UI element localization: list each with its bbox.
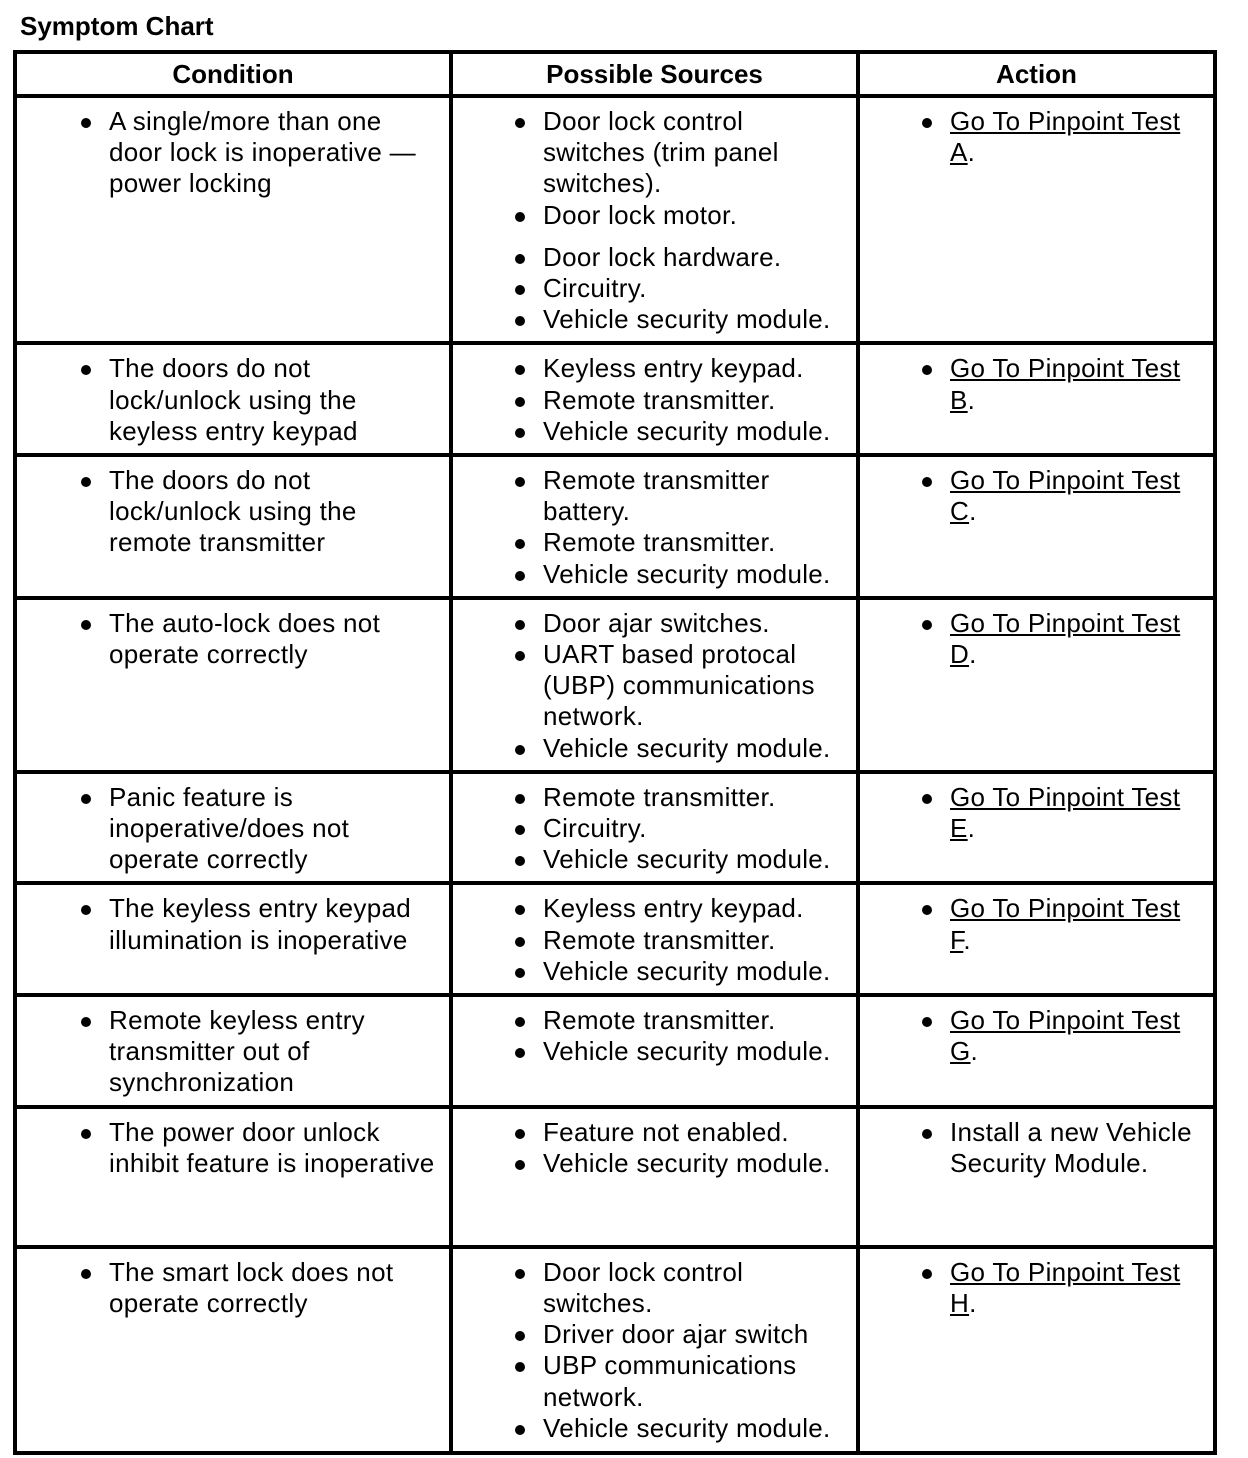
action-period: .: [969, 1287, 977, 1318]
action-cell: [858, 772, 1215, 884]
action-period: .: [967, 137, 976, 168]
condition-text: The auto-lock does not operate correctly: [109, 608, 441, 670]
action-cell: [858, 598, 1215, 772]
action-period: .: [969, 496, 977, 527]
source-item: Vehicle security module.: [543, 304, 848, 335]
table-row: [15, 995, 1215, 1107]
source-item: UBP communications network.: [543, 1350, 848, 1412]
source-item: Circuitry.: [543, 813, 848, 844]
action-item: [950, 893, 1205, 955]
condition-text: The power door unlock inhibit feature is inoperative: [109, 1117, 441, 1179]
condition-cell: [15, 96, 451, 343]
condition-cell: [15, 883, 451, 995]
table-row: [15, 455, 1215, 598]
source-item: Vehicle security module.: [543, 1036, 848, 1067]
source-item: Keyless entry keypad.: [543, 893, 848, 924]
sources-cell: [451, 995, 858, 1107]
condition-text: The keyless entry keypad illumination is inoperative: [109, 893, 441, 955]
pinpoint-test-d-link[interactable]: Go To Pinpoint Test D: [950, 607, 1181, 670]
source-item: Vehicle security module.: [543, 844, 848, 875]
action-cell: [858, 995, 1215, 1107]
action-cell: [858, 1247, 1215, 1453]
source-item: Driver door ajar switch: [543, 1319, 848, 1350]
source-item: Door lock control switches.: [543, 1257, 848, 1319]
action-period: .: [970, 1036, 979, 1067]
condition-text: The doors do not lock/unlock using the remote transmitter: [109, 465, 441, 559]
source-item: Vehicle security module.: [543, 416, 848, 447]
condition-text: Remote keyless entry transmitter out of synchronization: [109, 1005, 441, 1099]
pinpoint-test-h-link[interactable]: Go To Pinpoint Test H: [950, 1256, 1181, 1318]
chart-title: Symptom Chart: [20, 11, 214, 41]
pinpoint-test-g-link[interactable]: Go To Pinpoint Test G: [950, 1005, 1181, 1067]
source-item: Remote transmitter.: [543, 925, 848, 956]
action-item: [950, 1005, 1205, 1067]
sources-cell: [451, 96, 858, 343]
sources-cell: [451, 455, 858, 598]
sources-cell: [451, 883, 858, 995]
source-item: Remote transmitter battery.: [543, 465, 848, 527]
pinpoint-test-a-link[interactable]: Go To Pinpoint Test A: [950, 106, 1181, 168]
pinpoint-test-f-link[interactable]: Go To Pinpoint Test F: [950, 893, 1181, 955]
action-period: .: [969, 639, 977, 670]
action-cell: [858, 455, 1215, 598]
sources-cell: [451, 1247, 858, 1453]
condition-cell: [15, 598, 451, 772]
action-period: .: [967, 813, 976, 844]
action-cell: [858, 1107, 1215, 1247]
action-cell: [858, 96, 1215, 343]
source-item: UART based protocal (UBP) communications network.: [543, 639, 848, 733]
sources-cell: [451, 1107, 858, 1247]
action-item: [950, 465, 1205, 527]
pinpoint-test-e-link[interactable]: Go To Pinpoint Test E: [950, 781, 1181, 844]
sources-cell: [451, 343, 858, 455]
table-row: [15, 1247, 1215, 1453]
source-item: Vehicle security module.: [543, 733, 848, 764]
condition-text: The doors do not lock/unlock using the keyless entry keypad: [109, 353, 441, 447]
source-item: Door ajar switches.: [543, 608, 848, 639]
condition-text: A single/more than one door lock is inoperative — power locking: [109, 106, 441, 200]
source-item: Door lock control switches (trim panel switches).: [543, 106, 848, 200]
source-item: Keyless entry keypad.: [543, 353, 848, 384]
table-row: [15, 1107, 1215, 1247]
condition-cell: [15, 1247, 451, 1453]
source-item: Vehicle security module.: [543, 559, 848, 590]
action-item: [950, 782, 1205, 844]
source-item: Remote transmitter.: [543, 385, 848, 416]
condition-cell: [15, 455, 451, 598]
source-item: Feature not enabled.: [543, 1117, 848, 1148]
table-row: [15, 772, 1215, 884]
action-item: Install a new Vehicle Security Module.: [950, 1117, 1205, 1179]
action-item: [950, 353, 1205, 415]
header-condition: Condition: [15, 52, 451, 96]
condition-cell: [15, 343, 451, 455]
header-possible-sources: Possible Sources: [451, 52, 858, 96]
source-item: Vehicle security module.: [543, 1148, 848, 1179]
sources-cell: [451, 598, 858, 772]
sources-cell: [451, 772, 858, 884]
symptom-table: [13, 50, 1217, 1455]
source-item: Door lock hardware.: [543, 242, 848, 273]
source-item: Remote transmitter.: [543, 782, 848, 813]
condition-text: The smart lock does not operate correctly: [109, 1257, 441, 1319]
action-item: [950, 1257, 1205, 1319]
header-row: [15, 52, 1215, 96]
action-item: [950, 106, 1205, 168]
header-action: Action: [858, 52, 1215, 96]
condition-cell: [15, 772, 451, 884]
table-row: [15, 343, 1215, 455]
action-cell: [858, 883, 1215, 995]
action-cell: [858, 343, 1215, 455]
pinpoint-test-c-link[interactable]: Go To Pinpoint Test C: [950, 465, 1181, 527]
table-row: [15, 598, 1215, 772]
source-item: Vehicle security module.: [543, 956, 848, 987]
table-row: [15, 96, 1215, 343]
source-item: Circuitry.: [543, 273, 848, 304]
condition-cell: [15, 995, 451, 1107]
condition-text: Panic feature is inoperative/does not operate correctly: [109, 782, 441, 876]
source-item: Remote transmitter.: [543, 1005, 848, 1036]
condition-cell: [15, 1107, 451, 1247]
action-period: .: [963, 924, 971, 955]
action-period: .: [967, 384, 976, 415]
source-item: Remote transmitter.: [543, 527, 848, 558]
pinpoint-test-b-link[interactable]: Go To Pinpoint Test B: [950, 353, 1181, 415]
action-item: [950, 608, 1205, 670]
source-item: Vehicle security module.: [543, 1413, 848, 1444]
table-row: [15, 883, 1215, 995]
source-item: Door lock motor.: [543, 200, 848, 231]
